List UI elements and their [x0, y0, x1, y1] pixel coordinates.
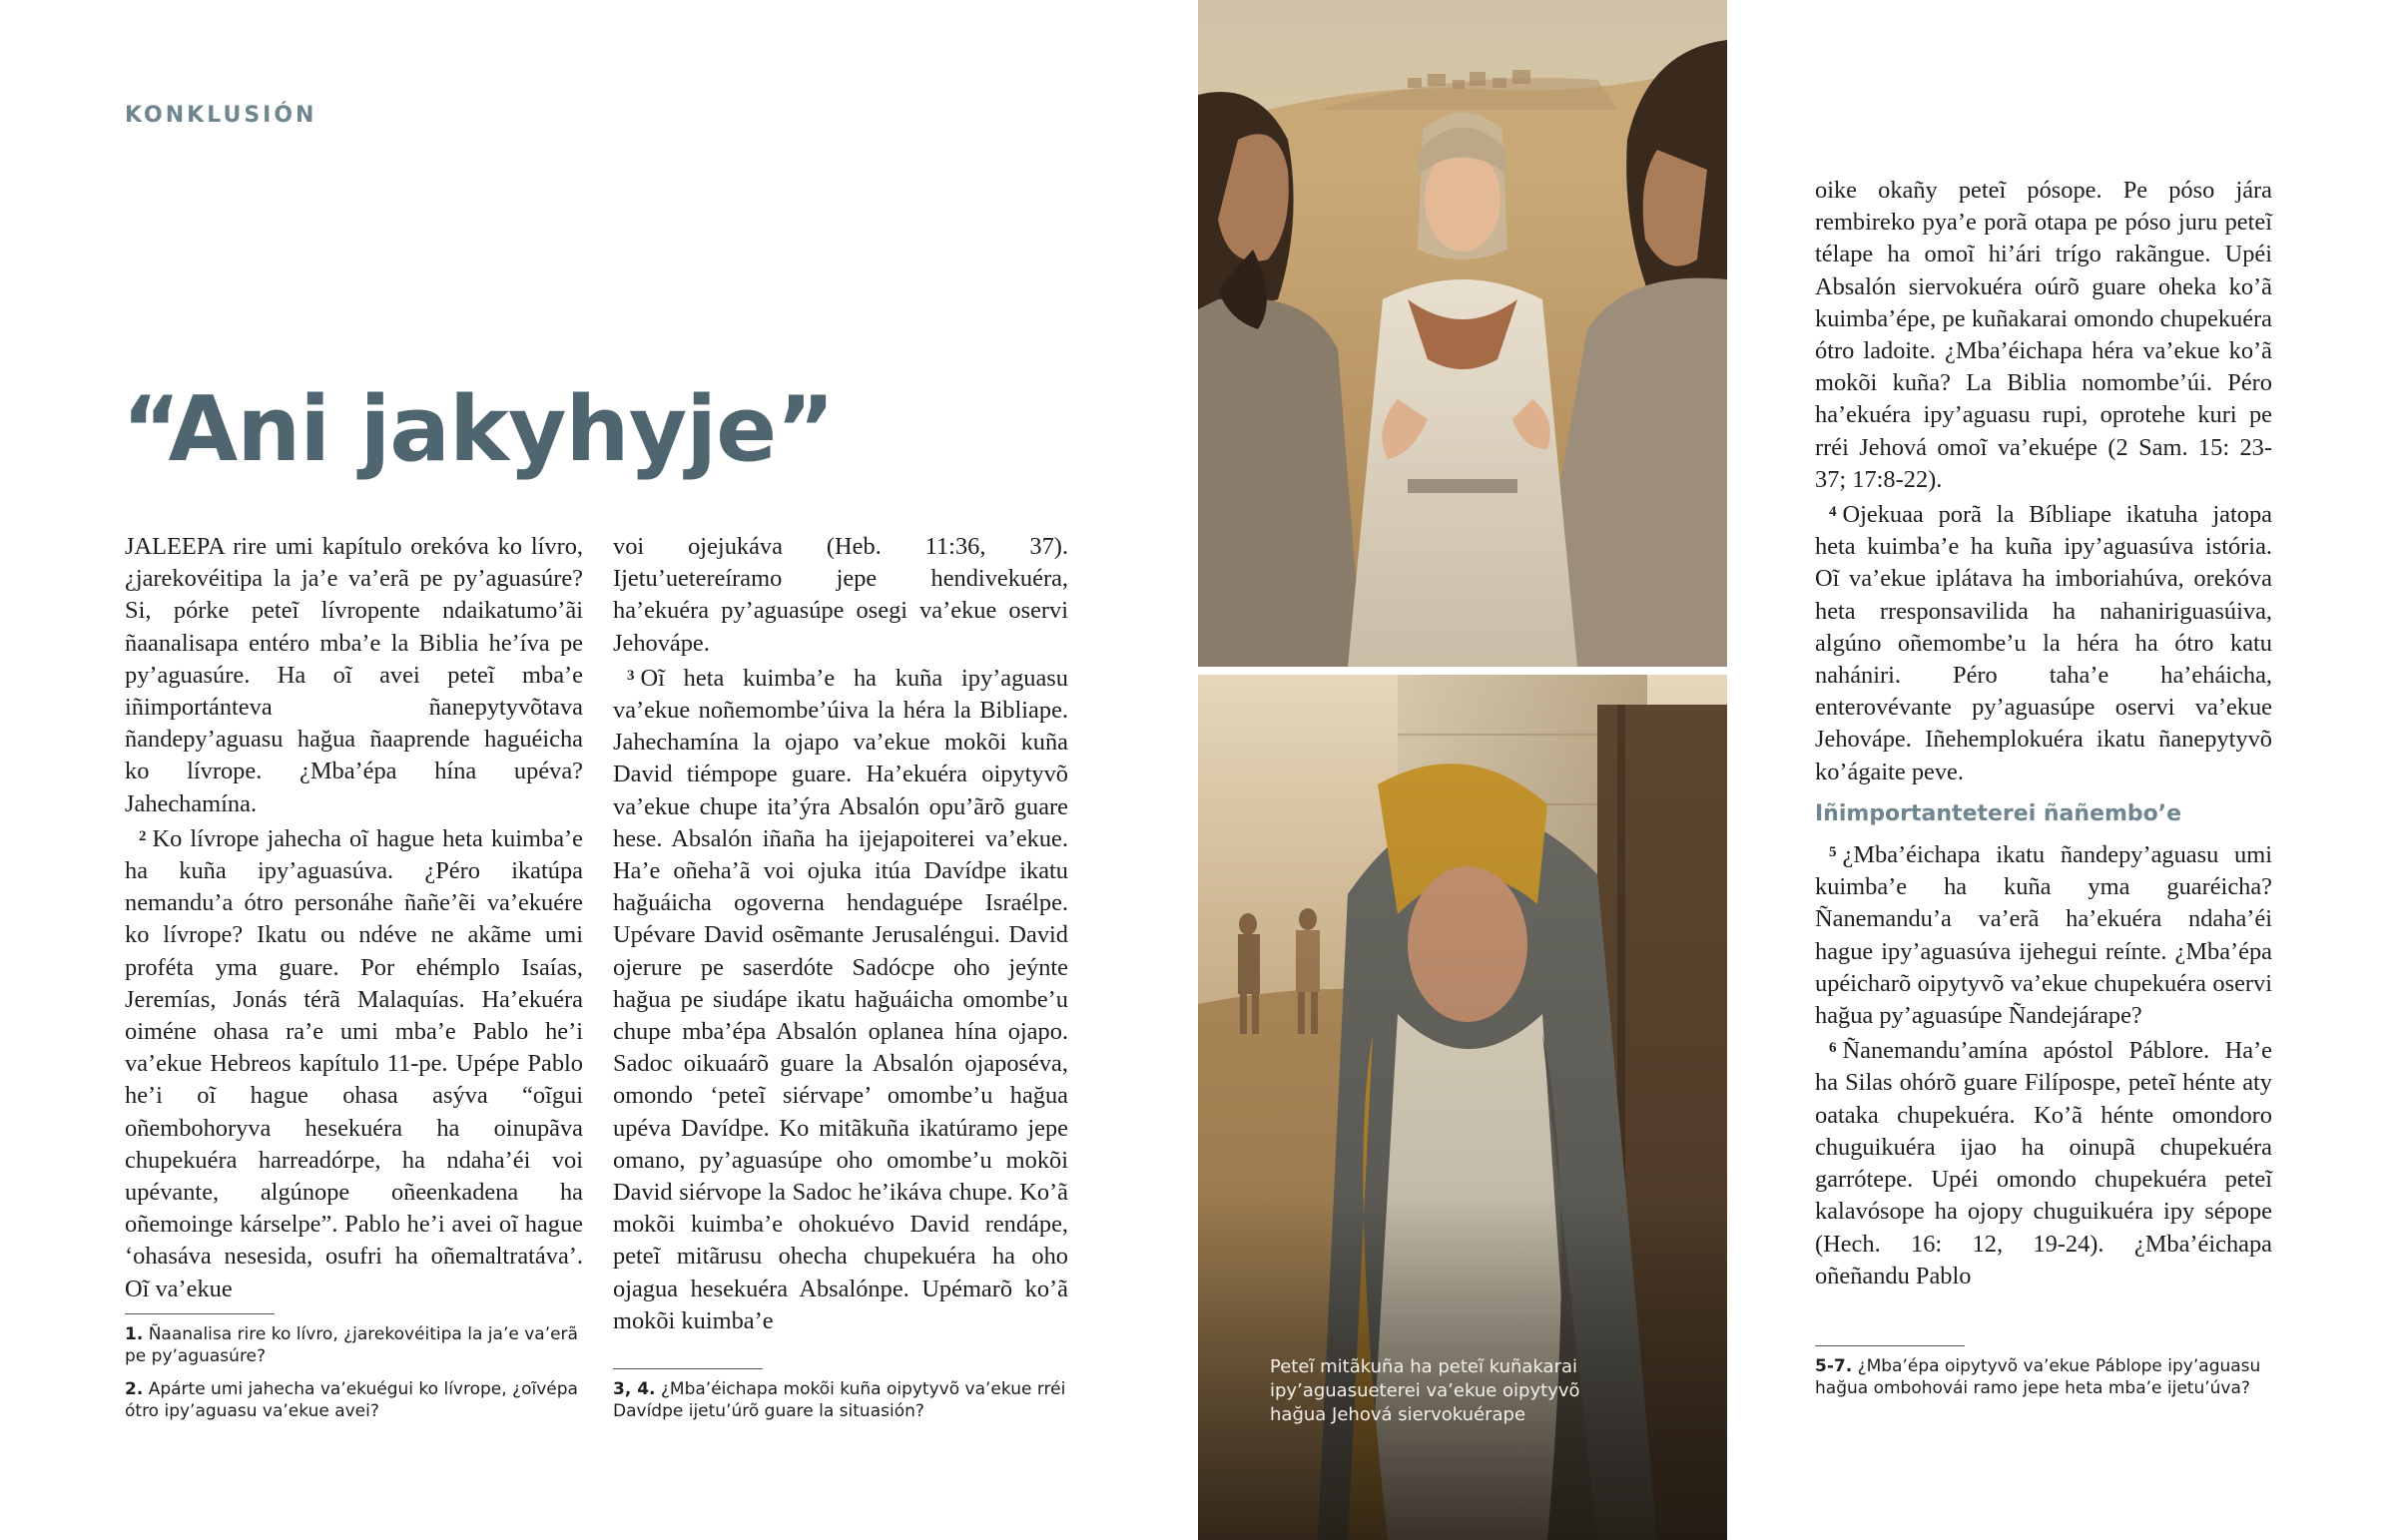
section-label: KONKLUSIÓN	[125, 103, 317, 128]
footnote-number: 3, 4.	[613, 1379, 656, 1399]
paragraph-3	[613, 660, 1068, 1337]
footnote-5-7	[1815, 1355, 2272, 1399]
text-column-3	[1815, 175, 2272, 1292]
image-gap	[1198, 667, 1727, 675]
text-column-2	[613, 531, 1068, 1337]
paragraph-1: JALEEPA rire umi kapítulo orekóva ko lívro, ¿jarekovéitipa la ja’e va’erã pe py’aguasúre? Si, pórke peteĩ lívropente ndaikatumo’ãi ñaanalisapa entéro mba’e la Biblia he’íva pe py’aguasúre. Ha oĩ avei peteĩ mba’e iñimportánteva ñanepytyvõtava ñandepy’aguasu hağua ñaaprende haguéicha ko lívrope. ¿Mba’épa hína upéva? Jahechamína.	[125, 533, 583, 817]
paragraph-number: 3	[627, 667, 635, 684]
page-title: “Ani jakyhyje”	[122, 377, 835, 482]
footnote-number: 1.	[125, 1324, 144, 1344]
footnote-divider	[1815, 1345, 1965, 1346]
paragraph-5	[1815, 836, 2272, 1032]
footnote-3-4-text: ¿Mba’éichapa mokõi kuña oipytyvõ va’ekue rréi Davídpe ijetu’úrõ guare la situasión?	[613, 1379, 1066, 1421]
text-column-1	[125, 531, 583, 1305]
footnote-5-7-text: ¿Mba’épa oipytyvõ va’ekue Páblope ipy’aguasu hağua ombohovái ramo jepe heta mba’e ijetu’úva?	[1815, 1356, 2261, 1398]
footnote-1-text: Ñaanalisa rire ko lívro, ¿jarekovéitipa la ja’e va’erã pe py’aguasúre?	[125, 1324, 578, 1366]
illustration-servant-girl	[1198, 0, 1727, 667]
paragraph-6	[1815, 1032, 2272, 1292]
image-caption: Peteĩ mitãkuña ha peteĩ kuñakarai ipy’aguasueterei va’ekue oipytyvõ hağua Jehová siervokuérape	[1270, 1356, 1580, 1425]
subheading: Iñimportanteterei ñañemboʼe	[1815, 800, 2182, 826]
paragraph-6-text: Ñanemandu’amína apóstol Páblore. Ha’e ha Silas ohórõ guare Filípospe, peteĩ hénte aty oataka chupekuéra. Koʼã hénte omondoro chuguikuéra ijao ha oinupã chupekuéra garrótepe. Upéi omondo chupekuéra peteĩ kalavósope ha ojopy chuguikuéra ipy sépope (Hech. 16: 12, 19-24). ¿Mba’éichapa oñeñandu Pablo	[1815, 1037, 2272, 1289]
paragraph-4	[1815, 496, 2272, 788]
paragraph-2	[125, 820, 583, 1305]
footnote-number: 5-7.	[1815, 1356, 1853, 1376]
footnote-1	[125, 1323, 584, 1367]
paragraph-3-continued: oike okañy peteĩ pósope. Pe póso jára rembireko pya’e porã otapa pe póso juru peteĩ télape ha omoĩ hi’ári trígo rakãngue. Upéi Absalón siervokuéra oúrõ guare oheka koʼã kuimbaʼépe, pe kuñakarai omondo chupekuéra ótro ladoite. ¿Mba’éichapa héra va’ekue koʼã mokõi kuña? La Biblia nomombe’úi. Péro ha’ekuéra ipy’aguasu rupi, oprotehe kuri pe rréi Jehová omoĩ va’ekuépe (2 Sam. 15: 23-37; 17:8-22).	[1815, 177, 2272, 493]
footnote-divider	[613, 1368, 763, 1369]
paragraph-4-text: Ojekuaa porã la Bíbliape ikatuha jatopa heta kuimba’e ha kuña ipy’aguasúva istória. Oĩ va’ekue iplátava ha imboriahúva, orekóva heta rresponsavilida ha nahaniriguasúiva, algúno oñemombe’u la héra ha ótro katu nahániri. Péro taha’e ha’eháicha, enterovévante py’aguasúpe oservi va’ekue Jehovápe. Iñehemplokuéra ikatu ñanepytyvõ koʼágaite peve.	[1815, 501, 2272, 785]
paragraph-2-text: Ko lívrope jahecha oĩ hague heta kuimba’e ha kuña ipy’aguasúva. ¿Péro ikatúpa nemandu’a ótro personáhe ñañe’ẽi va’ekuére ko lívrope? Ikatu ou ndéve ne akãme umi proféta yma guare. Por ehémplo Isaías, Jeremías, Jonás térã Malaquías. Ha’ekuéra oiméne ohasa ra’e umi mba’e Pablo he’i va’ekue Hebreos kapítulo 11-pe. Upépe Pablo he’i oĩ hague ohasa asýva “oĩgui oñembohoryva hesekuéra ha oinupãva chupekuéra harreadórpe, ha ndaha’éi voi upévante, algúnope oñeenkadena ha oñemoinge kárselpe”. Pablo he’i avei oĩ hague ‘ohasáva nesesida, osufri ha oñemaltratáva’. Oĩ va’ekue	[125, 824, 583, 1302]
footnote-2	[125, 1378, 584, 1422]
paragraph-number: 2	[139, 827, 147, 844]
paragraph-5-text: ¿Mba’éichapa ikatu ñandepy’aguasu umi kuimba’e ha kuña yma guaréicha? Ñanemandu’a va’erã ha’ekuéra ndaha’éi hague ipy’aguasúva ijehegui reínte. ¿Mba’épa upéicharõ oipytyvõ va’ekue chupekuéra oservi hağua py’aguasúpe Ñandejárape?	[1815, 841, 2272, 1030]
footnote-2-text: Apárte umi jahecha va’ekuégui ko lívrope, ¿oĩvépa ótro ipy’aguasu va’ekue avei?	[125, 1379, 578, 1421]
footnote-number: 2.	[125, 1379, 144, 1399]
footnote-divider	[125, 1313, 275, 1314]
paragraph-2-continued: voi ojejukáva (Heb. 11:36, 37). Ijetu’uetereíramo jepe hendivekuéra, ha’ekuéra py’aguasúpe osegi va’ekue oservi Jehovápe.	[613, 533, 1068, 657]
paragraph-number: 6	[1829, 1040, 1837, 1057]
paragraph-3-text: Oĩ heta kuimba’e ha kuña ipy’aguasu va’ekue noñemombe’úiva la héra la Bibliape. Jahechamína la ojapo va’ekue mokõi kuña David tiémpope guare. Ha’ekuéra oipytyvõ va’ekue chupe ita’ýra Absalón opu’ãrõ guare hese. Absalón iñaña ha ijejapoiterei va’ekue. Ha’e oñeha’ã voi ojuka itúa Davídpe ikatu hağuáicha ogoverna hendaguépe Israélpe. Upévare David osẽmante Jerusaléngui. David ojerure pe saserdóte Sadócpe oho jeýnte hağua pe siudápe ikatu hağuáicha omombe’u chupe mba’épa Absalón oplanea hína ojapo. Sadoc oikuaárõ guare la Absalón ojaposéva, omondo ‘peteĩ siérvape’ omombe’u hağua upéva Davídpe. Ko mitãkuña ikatúramo jepe omano, py’aguasúpe oho omombe’u mokõi David siérvope la Sadoc he’ikáva chupe. Koʼã mokõi kuimbaʼe ohokuévo David rendápe, peteĩ mitãrusu ohecha chupekuéra ha oho ojagua hesekuéra Absalónpe. Upémarõ koʼã mokõi kuimbaʼe	[613, 664, 1068, 1334]
paragraph-number: 4	[1829, 504, 1837, 521]
paragraph-number: 5	[1829, 844, 1837, 861]
footnote-3-4	[613, 1378, 1068, 1422]
